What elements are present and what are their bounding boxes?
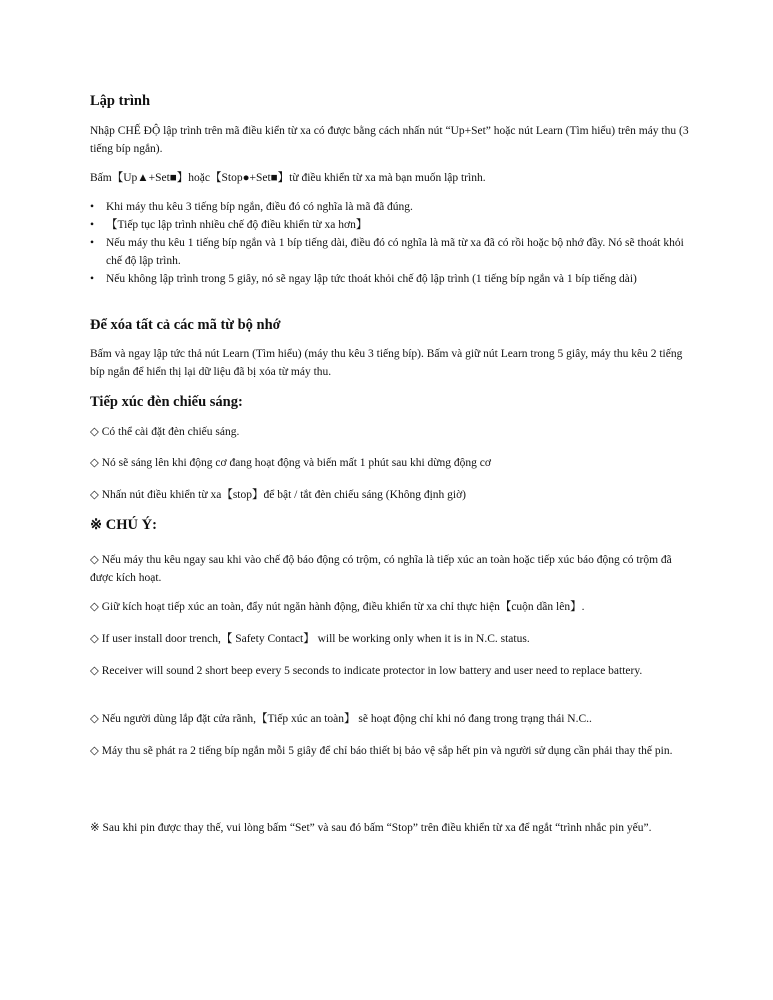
light-item: ◇ Nó sẽ sáng lên khi động cơ đang hoạt động và biến mất 1 phút sau khi dừng động cơ <box>90 457 491 469</box>
programming-instruction: Bấm【Up▲+Set■】hoặc【Stop●+Set■】từ điều khiển từ xa mà bạn muốn lập trình. <box>90 172 486 184</box>
list-item: • Khi máy thu kêu 3 tiếng bíp ngắn, điều đó có nghĩa là mã đã đúng. <box>90 198 690 216</box>
programming-intro: Nhập CHẾ ĐỘ lập trình trên mã điều kiển từ xa có được bằng cách nhấn nút “Up+Set” hoặc nút Learn (Tìm hiểu) trên máy thu (3 tiếng bíp ngắn). <box>90 125 689 155</box>
list-item: • 【Tiếp tục lập trình nhiều chế độ điều khiển từ xa hơn】 <box>90 216 690 234</box>
bullet-icon: • <box>90 201 95 213</box>
note-item: ◇ Nếu máy thu kêu ngay sau khi vào chế độ báo động có trộm, có nghĩa là tiếp xúc an toàn hoặc tiếp xúc báo động có trộm đã được kích hoạt. <box>90 554 672 584</box>
bullet-icon: • <box>90 273 95 285</box>
note-item: ◇ Receiver will sound 2 short beep every 5 seconds to indicate protector in low battery and user need to replace battery. <box>90 665 643 677</box>
list-item: • Nếu không lập trình trong 5 giây, nó sẽ ngay lập tức thoát khỏi chế độ lập trình (1 tiếng bíp ngắn và 1 bíp tiếng dài) <box>90 270 690 288</box>
battery-reminder-note: ※ Sau khi pin được thay thế, vui lòng bấm “Set” và sau đó bấm “Stop” trên điều khiển từ xa để ngắt “trình nhắc pin yếu”. <box>90 822 652 834</box>
light-item: ◇ Có thể cài đặt đèn chiếu sáng. <box>90 426 240 438</box>
note-item: ◇ Giữ kích hoạt tiếp xúc an toàn, đẩy nút ngăn hành động, điều khiển từ xa chỉ thực hiện【cuộn dần lên】. <box>90 601 585 613</box>
programming-bullet-list <box>90 198 690 288</box>
list-item: • Nếu máy thu kêu 1 tiếng bíp ngắn và 1 bíp tiếng dài, điều đó có nghĩa là mã từ xa đã có rồi hoặc bộ nhớ đầy. Nó sẽ thoát khỏi chế độ lập trình. <box>90 234 690 270</box>
clear-memory-text: Bấm và ngay lập tức thả nút Learn (Tìm hiểu) (máy thu kêu 3 tiếng bíp). Bấm và giữ nút Learn trong 5 giây, máy thu kêu 2 tiếng bíp ngắn để hiển thị lại dữ liệu đã bị xóa từ máy thu. <box>90 348 683 378</box>
note-item: ◇ Nếu người dùng lắp đặt cửa rãnh,【Tiếp xúc an toàn】 sẽ hoạt động chỉ khi nó đang trong trạng thái N.C.. <box>90 713 592 725</box>
note-item: ◇ If user install door trench,【 Safety Contact】 will be working only when it is in N.C. status. <box>90 633 530 645</box>
note-item: ◇ Máy thu sẽ phát ra 2 tiếng bíp ngắn mỗi 5 giây để chỉ báo thiết bị bảo vệ sắp hết pin và người sử dụng cần phải thay thế pin. <box>90 745 673 757</box>
section-title-programming: Lập trình <box>90 93 151 109</box>
section-title-clear-memory: Để xóa tất cả các mã từ bộ nhớ <box>90 317 281 333</box>
section-title-note: ※ CHÚ Ý: <box>90 517 157 533</box>
bullet-icon: • <box>90 237 95 249</box>
section-title-light-contact: Tiếp xúc đèn chiếu sáng: <box>90 394 243 410</box>
light-item: ◇ Nhấn nút điều khiển từ xa【stop】để bật / tắt đèn chiếu sáng (Không định giờ) <box>90 489 466 501</box>
bullet-icon: • <box>90 219 95 231</box>
